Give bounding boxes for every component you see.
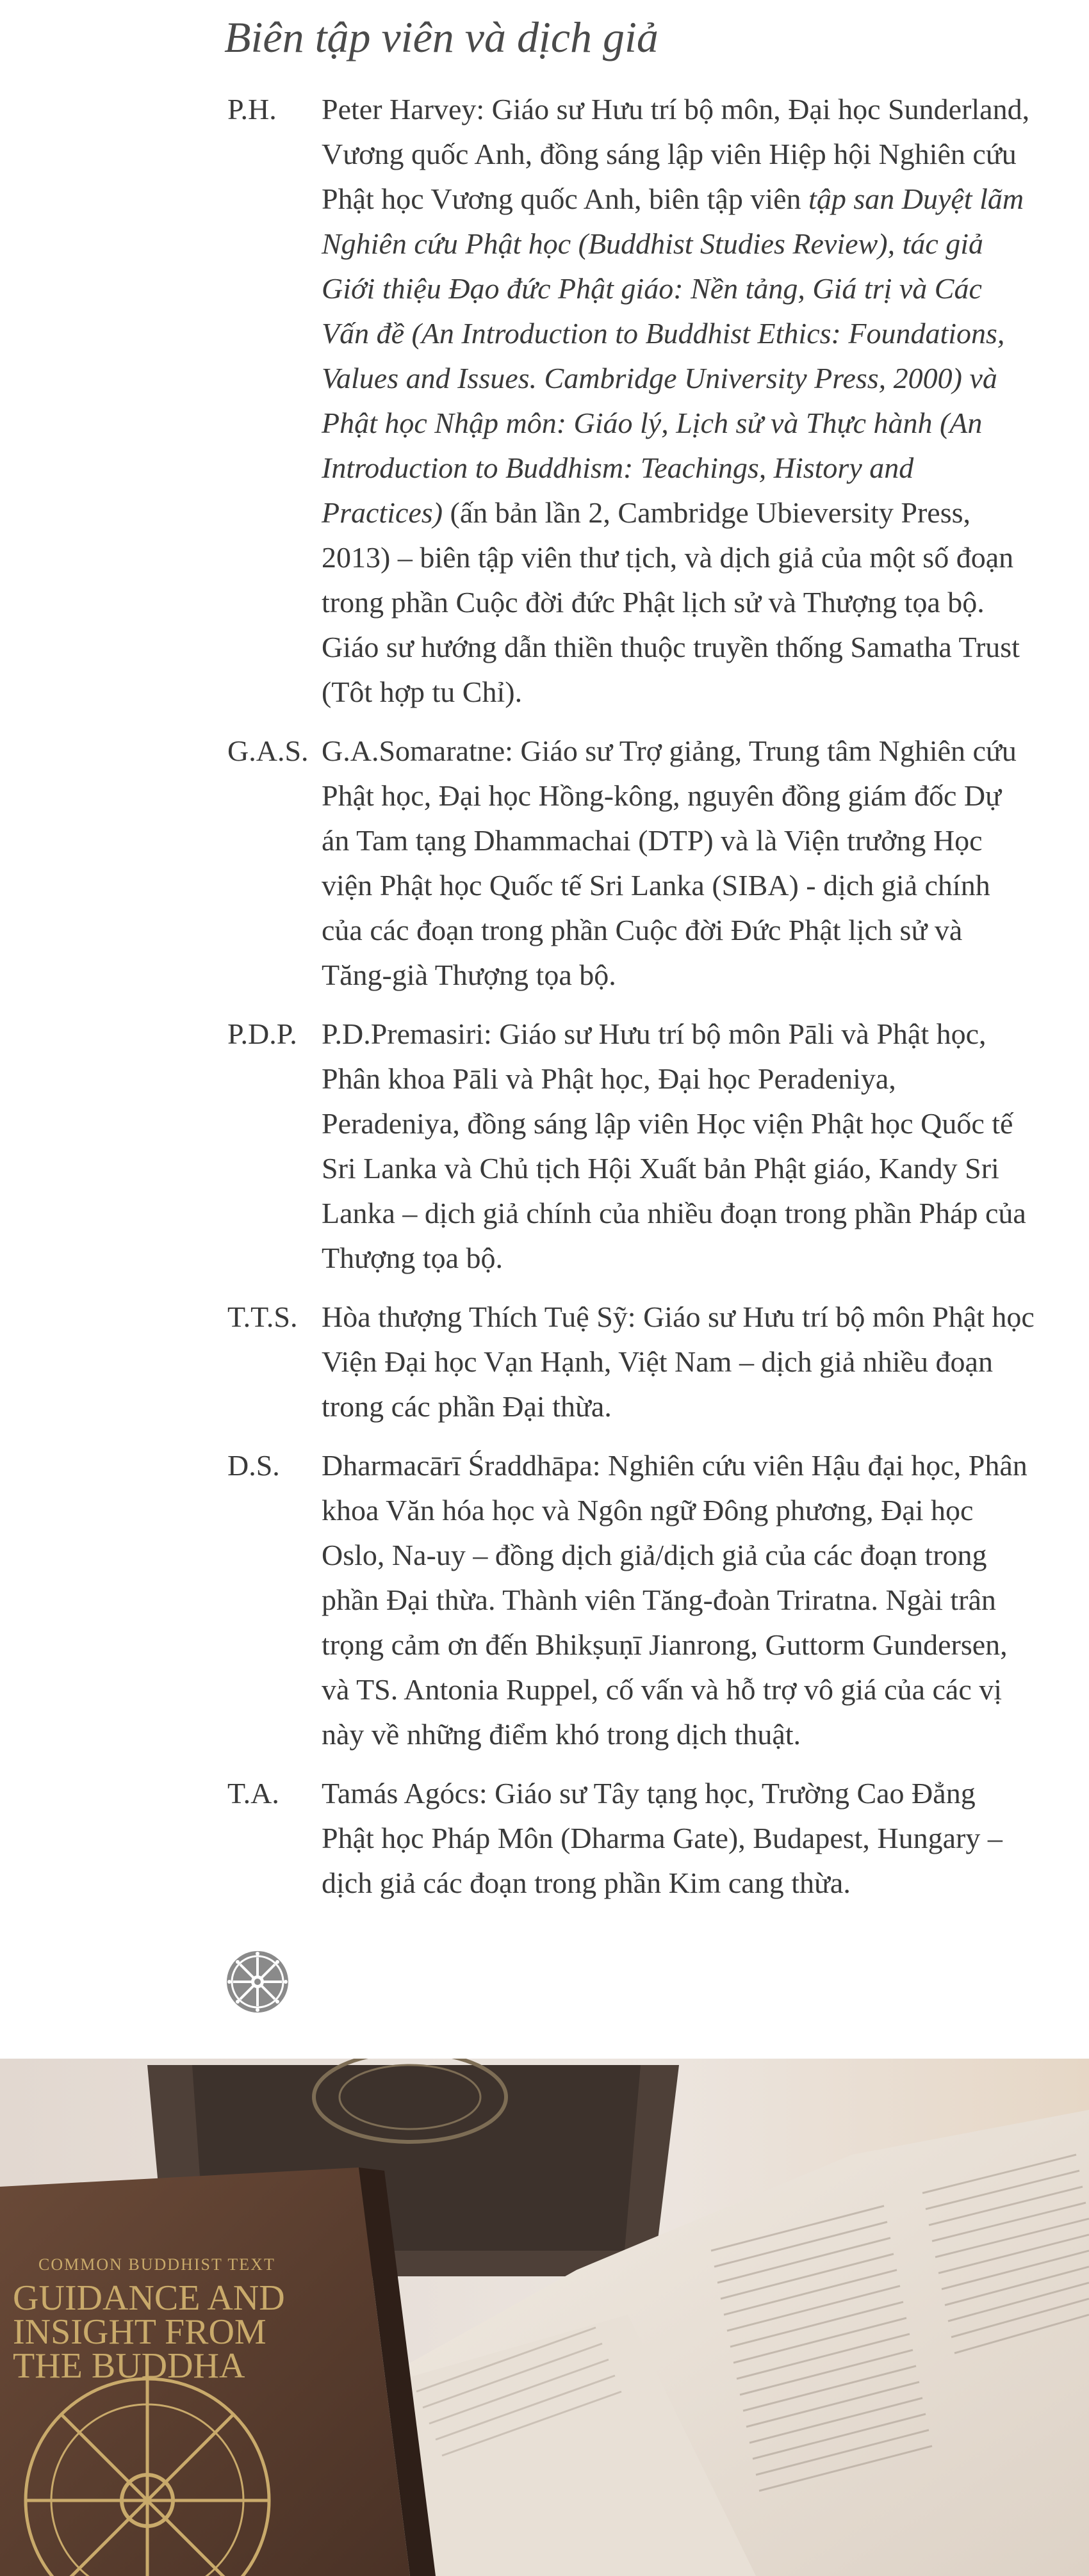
dharma-wheel-icon [225,1950,290,2014]
entry-text-continued: (ấn bản lần 2, Cambridge Ubieversity Press, 2013) – biên tập viên thư tịch, và dịch giả của một số đoạn trong phần Cuộc đời đức Phật lịch sử và Thượng tọa bộ. Giáo sư hướng dẫn thiền thuộc truyền thống Samatha Trust (Tôt hợp tu Chỉ). [322,496,1020,708]
contributors-list [227,87,1035,1920]
entry-italic-text: tập san Duyệt lãm Nghiên cứu Phật học (Buddhist Studies Review), tác giả Giới thiệu Đạo đức Phật giáo: Nền tảng, Giá trị và Các Vấn đề (An Introduction to Buddhist Ethics: Foundations, Values and Issues. Cambridge University Press, 2000) và Phật học Nhập môn: Giáo lý, Lịch sử và Thực hành (An Introduction to Buddhism: Teachings, History and Practices) [322,182,1024,529]
entry-abbreviation: G.A.S. [227,734,309,767]
entry-abbreviation: T.T.S. [227,1300,298,1333]
entry-description: P.D.Premasiri: Giáo sư Hưu trí bộ môn Pāli và Phật học, Phân khoa Pāli và Phật học, Đại học Peradeniya, Peradeniya, đồng sáng lập viên Học viện Phật học Quốc tế Sri Lanka và Chủ tịch Hội Xuất bản Phật giáo, Kandy Sri Lanka – dịch giả chính của nhiều đoạn trong phần Pháp của Thượng tọa bộ. [322,1017,1026,1274]
entry-description: Dharmacārī Śraddhāpa: Nghiên cứu viên Hậu đại học, Phân khoa Văn hóa học và Ngôn ngữ Đông phương, Đại học Oslo, Na-uy – đồng dịch giả/dịch giả của các đoạn trong phần Đại thừa. Thành viên Tăng-đoàn Triratna. Ngài trân trọng cảm ơn đến Bhikṣuṇī Jianrong, Guttorm Gundersen, và TS. Antonia Ruppel, cố vấn và hỗ trợ vô giá của các vị này về những điểm khó trong dịch thuật. [322,1449,1028,1751]
entry-abbreviation: P.H. [227,93,277,126]
book-photo [0,2059,1089,2576]
entry-abbreviation: P.D.P. [227,1017,297,1050]
section-heading: Biên tập viên và dịch giả [224,13,659,61]
list-item-ds [227,1443,1035,1757]
list-item-gas [227,729,1035,998]
entry-description: Tamás Agócs: Giáo sư Tây tạng học, Trường Cao Đẳng Phật học Pháp Môn (Dharma Gate), Budapest, Hungary – dịch giả các đoạn trong phần Kim cang thừa. [322,1777,1003,1899]
entry-description [322,87,1035,715]
entry-abbreviation: T.A. [227,1777,279,1810]
entry-text: Peter Harvey: Giáo sư Hưu trí bộ môn, Đại học Sunderland, Vương quốc Anh, đồng sáng lập viên Hiệp hội Nghiên cứu Phật học Vương quốc Anh, biên tập viên [322,93,1030,215]
book-cover-title-line-2: INSIGHT FROM [13,2312,266,2352]
book-cover-subtitle: COMMON BUDDHIST TEXT [38,2255,275,2274]
entry-description: Hòa thượng Thích Tuệ Sỹ: Giáo sư Hưu trí bộ môn Phật học Viện Đại học Vạn Hạnh, Việt Nam – dịch giả nhiều đoạn trong các phần Đại thừa. [322,1300,1035,1423]
book-cover [0,2167,436,2576]
list-item-pdp [227,1012,1035,1281]
book-cover-title-line-3: THE BUDDHA [13,2346,245,2386]
list-item-ph [227,87,1035,715]
list-item-ta [227,1771,1035,1906]
list-item-tts [227,1295,1035,1429]
entry-abbreviation: D.S. [227,1449,280,1482]
entry-description: G.A.Somaratne: Giáo sư Trợ giảng, Trung tâm Nghiên cứu Phật học, Đại học Hồng-kông, nguyên đồng giám đốc Dự án Tam tạng Dhammachai (DTP) và là Viện trưởng Học viện Phật học Quốc tế Sri Lanka (SIBA) - dịch giả chính của các đoạn trong phần Cuộc đời Đức Phật lịch sử và Tăng-già Thượng tọa bộ. [322,734,1017,991]
book-cover-title-line-1: GUIDANCE AND [13,2278,285,2318]
